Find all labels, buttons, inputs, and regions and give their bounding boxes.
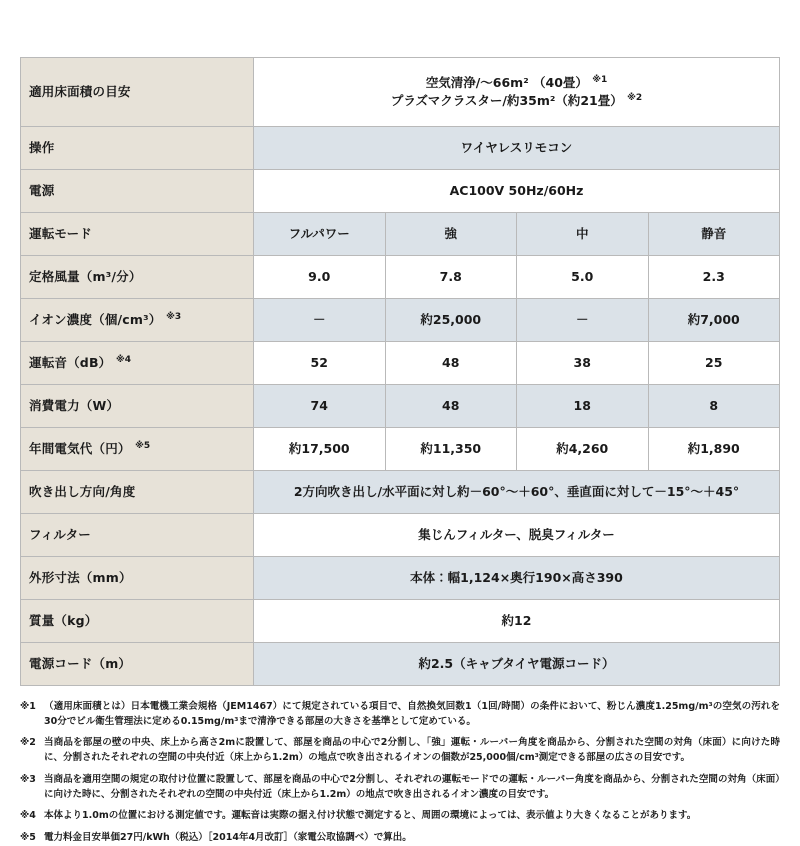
row-label-text: 年間電気代（円） xyxy=(29,441,131,457)
row-label-footnote-ref: ※3 xyxy=(166,311,182,322)
row-value-cell: 74 xyxy=(254,385,386,428)
footnote xyxy=(20,700,780,729)
footnote-text: （適用床面積とは）日本電機工業会規格（JEM1467）にて規定されている項目で、自然換気回数1（1回/時間）の条件において、粉じん濃度1.25mg/m³の空気の汚れを30分でビル衛生管理法に定める0.15mg/m³まで清浄できる部屋の大きさを基準として定めている。 xyxy=(44,701,780,727)
row-value-cell: 2.3 xyxy=(648,256,780,299)
row-value-merged xyxy=(254,127,780,170)
value-line xyxy=(262,92,771,110)
table-row xyxy=(21,557,780,600)
value-line-text: 約12 xyxy=(501,612,532,628)
row-value-cell: 18 xyxy=(517,385,649,428)
table-row xyxy=(21,428,780,471)
row-label-text: 電源 xyxy=(29,182,55,198)
row-value-merged xyxy=(254,58,780,127)
row-value-cell: 5.0 xyxy=(517,256,649,299)
footnote-mark: ※3 xyxy=(20,773,36,785)
table-row xyxy=(21,127,780,170)
table-row xyxy=(21,514,780,557)
row-label xyxy=(21,342,254,385)
specification-table-body xyxy=(21,58,780,686)
row-value-cell: 中 xyxy=(517,213,649,256)
value-footnote-ref: ※1 xyxy=(592,74,608,85)
row-value-cell: 52 xyxy=(254,342,386,385)
table-row xyxy=(21,256,780,299)
row-label-text: 消費電力（W） xyxy=(29,397,120,413)
row-value-cell: 約1,890 xyxy=(648,428,780,471)
row-label-text: 定格風量（m³/分） xyxy=(29,268,142,284)
row-value-merged xyxy=(254,557,780,600)
row-value-cell: 48 xyxy=(385,385,517,428)
row-value-cell: 9.0 xyxy=(254,256,386,299)
table-row xyxy=(21,643,780,686)
row-label xyxy=(21,428,254,471)
value-line-text: プラズマクラスター/約35m²（約21畳） xyxy=(390,93,623,109)
row-value-merged xyxy=(254,643,780,686)
value-line xyxy=(262,569,771,587)
footnote-mark: ※1 xyxy=(20,701,36,712)
value-line xyxy=(262,139,771,157)
value-line-text: 本体：幅1,124×奥行190×高さ390 xyxy=(410,569,623,585)
row-label-footnote-ref: ※5 xyxy=(135,440,151,451)
row-label xyxy=(21,557,254,600)
row-value-merged xyxy=(254,471,780,514)
value-line xyxy=(262,182,771,200)
footnote-text: 電力料金目安単価27円/kWh（税込）［2014年4月改訂］（家電公取協調べ）で算出。 xyxy=(44,832,412,844)
footnote xyxy=(20,736,780,765)
value-line-text: 約2.5（キャブタイヤ電源コード） xyxy=(418,655,615,671)
table-row xyxy=(21,170,780,213)
table-row xyxy=(21,471,780,514)
footnote-mark: ※4 xyxy=(20,810,36,822)
value-line-text: ワイヤレスリモコン xyxy=(460,139,573,155)
row-value-merged xyxy=(254,600,780,643)
row-value-cell: 48 xyxy=(385,342,517,385)
row-value-cell: 強 xyxy=(385,213,517,256)
row-value-cell: 約17,500 xyxy=(254,428,386,471)
value-line-text: AC100V 50Hz/60Hz xyxy=(449,182,584,198)
specification-table xyxy=(20,57,780,686)
row-label xyxy=(21,58,254,127)
row-label xyxy=(21,385,254,428)
footnote-text: 本体より1.0mの位置における測定値です。運転音は実際の据え付け状態で測定すると、周囲の環境によっては、表示値より大きくなることがあります。 xyxy=(44,810,697,822)
row-label-text: 運転音（dB） xyxy=(29,355,112,371)
value-footnote-ref: ※2 xyxy=(627,93,643,103)
row-value-cell: 約11,350 xyxy=(385,428,517,471)
value-line-text: 2方向吹き出し/水平面に対し約－60°～＋60°、垂直面に対して－15°～＋45° xyxy=(293,483,740,499)
row-value-cell: 約4,260 xyxy=(517,428,649,471)
footnote-text: 当商品を部屋の壁の中央、床上から高さ2mに設置して、部屋を商品の中心で2分割し、「強」運転・ルーバー角度を商品から、分割された空間の対角（床面）に向けた時に、分割されたそれぞれの空間の中央付近（床上から1.2m）の地点で吹き出されるイオンの個数が25,000個/cm³測定できる部屋の広さの目安です。 xyxy=(44,737,780,764)
row-label xyxy=(21,471,254,514)
row-label xyxy=(21,256,254,299)
row-label-text: 電源コード（m） xyxy=(29,655,132,671)
table-row xyxy=(21,600,780,643)
row-label xyxy=(21,600,254,643)
row-label xyxy=(21,127,254,170)
value-line xyxy=(262,655,771,673)
row-value-cell: 約7,000 xyxy=(648,299,780,342)
table-row xyxy=(21,299,780,342)
row-label xyxy=(21,299,254,342)
footnote-text: 当商品を適用空間の規定の取付け位置に設置して、部屋を商品の中心で2分割し、それぞれの運転モードでの運転・ルーバー角度を商品から、分割された空間の対角（床面）に向けた時に、分割されたそれぞれの空間の中央付近（床上から1.2m）の地点で吹き出されるイオン濃度の目安です。 xyxy=(44,773,780,800)
row-label xyxy=(21,514,254,557)
table-row xyxy=(21,213,780,256)
row-label-text: フィルター xyxy=(29,526,92,542)
row-value-cell: 7.8 xyxy=(385,256,517,299)
value-line xyxy=(262,612,771,630)
row-value-cell: － xyxy=(517,299,649,342)
row-label xyxy=(21,643,254,686)
table-row xyxy=(21,385,780,428)
row-label-text: 適用床面積の目安 xyxy=(29,83,131,99)
row-label-text: 質量（kg） xyxy=(29,612,98,628)
footnotes-section xyxy=(20,700,780,846)
value-line xyxy=(262,526,771,544)
row-value-cell: 38 xyxy=(517,342,649,385)
row-label-text: イオン濃度（個/cm³） xyxy=(29,312,162,328)
row-label-footnote-ref: ※4 xyxy=(115,354,131,365)
row-label-text: 運転モード xyxy=(29,225,93,241)
row-value-cell: 8 xyxy=(648,385,780,428)
value-line-text: 集じんフィルター、脱臭フィルター xyxy=(418,526,615,542)
footnote-mark: ※2 xyxy=(20,737,36,749)
row-label-text: 操作 xyxy=(29,139,55,155)
table-row xyxy=(21,342,780,385)
row-value-merged xyxy=(254,514,780,557)
row-value-cell: 25 xyxy=(648,342,780,385)
row-value-cell: 静音 xyxy=(648,213,780,256)
row-label-text: 吹き出し方向/角度 xyxy=(29,483,136,499)
row-value-merged xyxy=(254,170,780,213)
row-label-text: 外形寸法（mm） xyxy=(29,569,132,585)
value-line xyxy=(262,483,771,501)
row-value-cell: 約25,000 xyxy=(385,299,517,342)
value-line xyxy=(262,74,771,92)
row-value-cell: フルパワー xyxy=(254,213,386,256)
footnote xyxy=(20,809,780,824)
footnote-mark: ※5 xyxy=(20,832,36,844)
row-value-cell: － xyxy=(254,299,386,342)
footnote xyxy=(20,831,780,846)
row-label xyxy=(21,170,254,213)
value-line-text: 空気清浄/～66m² （40畳） xyxy=(425,74,588,90)
footnote xyxy=(20,773,780,802)
table-row xyxy=(21,58,780,127)
row-label xyxy=(21,213,254,256)
